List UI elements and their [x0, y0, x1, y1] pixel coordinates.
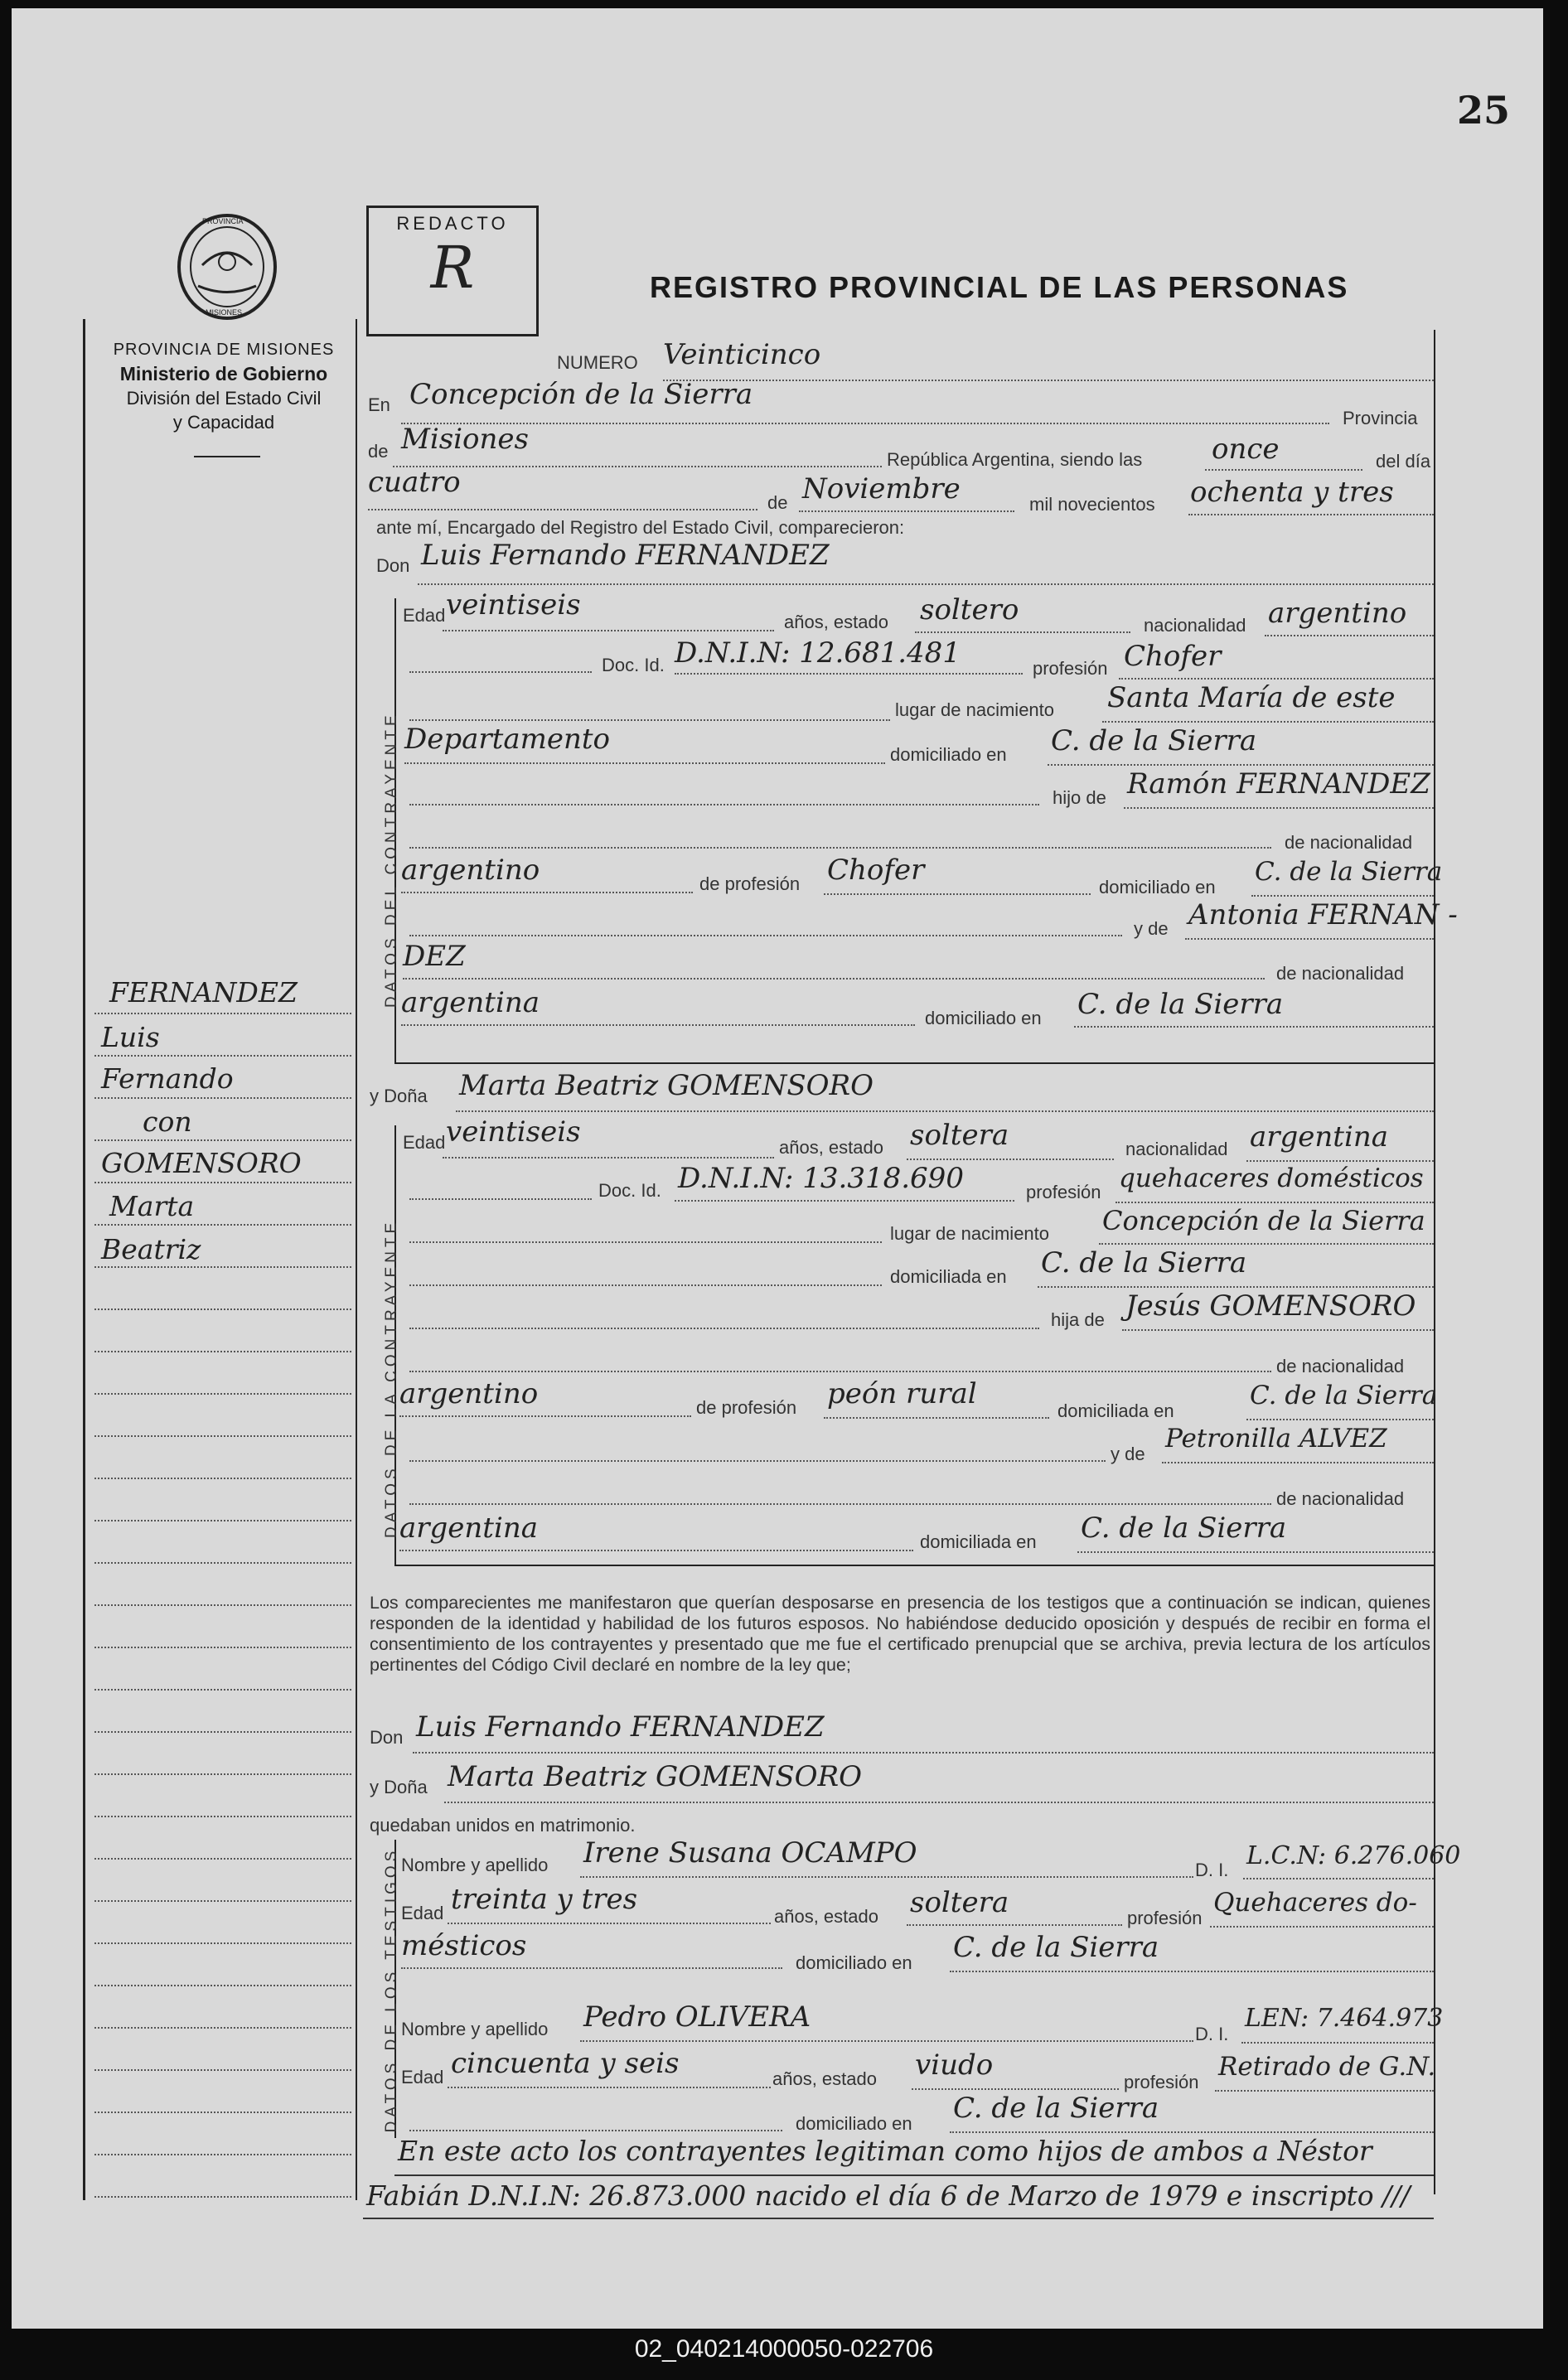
anio-value: ochenta y tres — [1190, 476, 1394, 509]
f-doc-value: D.N.I.N: 13.318.690 — [678, 1162, 964, 1195]
t1-edad-value: treinta y tres — [451, 1883, 638, 1916]
t1-nombre-label: Nombre y apellido — [401, 1855, 549, 1875]
right-rule — [1434, 330, 1435, 2194]
decl-don-value: Luis Fernando FERNANDEZ — [416, 1710, 825, 1744]
t2-estado-label: años, estado — [772, 2068, 877, 2089]
provincia-value: Misiones — [401, 423, 529, 456]
margin-ruled-line — [94, 1182, 351, 1183]
c-madre-nac-value: argentina — [401, 986, 540, 1019]
f-padre-prof-label: de profesión — [696, 1397, 797, 1418]
province-emblem — [169, 207, 285, 323]
margin-ruled-line — [94, 1773, 351, 1775]
emblem-bottom-text: MISIONES — [206, 308, 243, 317]
f-madre-nac-label: de nacionalidad — [1276, 1488, 1405, 1509]
decl-dona-label: y Doña — [370, 1777, 428, 1797]
dona-value: Marta Beatriz GOMENSORO — [459, 1069, 874, 1102]
f-edad-value: veintiseis — [446, 1115, 581, 1149]
f-madre-nac-value: argentina — [399, 1512, 539, 1545]
f-edad-label: Edad — [403, 1132, 446, 1153]
margin-ruled-line — [94, 1351, 351, 1352]
c-lugar-value1: Santa María de este — [1107, 681, 1396, 714]
margin-ruled-line — [94, 2154, 351, 2155]
margin-ruled-line — [94, 1689, 351, 1691]
provincia-label: Provincia — [1343, 408, 1418, 428]
redacto-box — [366, 206, 539, 336]
en-label: En — [368, 394, 390, 415]
margin-ruled-line — [94, 2027, 351, 2029]
page-title: REGISTRO PROVINCIAL DE LAS PERSONAS — [650, 270, 1349, 304]
margin-ruled-line — [94, 2112, 351, 2113]
t2-dom-label: domiciliado en — [796, 2113, 912, 2134]
c-estado-value: soltero — [920, 593, 1019, 626]
datos-contrayente-label: DATOS DEL CONTRAYENTE — [383, 711, 400, 1008]
office-block — [91, 338, 356, 434]
register-page — [12, 8, 1543, 2329]
t2-prof-label: profesión — [1124, 2072, 1199, 2092]
republica-label: República Argentina, siendo las — [887, 449, 1143, 470]
c-doc-value: D.N.I.N: 12.681.481 — [675, 636, 961, 670]
c-dom-label: domiciliado en — [890, 744, 1007, 765]
c-prof-value: Chofer — [1124, 640, 1222, 673]
t1-nombre-value: Irene Susana OCAMPO — [583, 1836, 917, 1870]
f-padre-nac-label: de nacionalidad — [1276, 1356, 1405, 1376]
t1-di-value: L.C.N: 6.276.060 — [1246, 1841, 1461, 1870]
margin-ruled-line — [94, 2196, 351, 2198]
margin-line3: Fernando — [101, 1062, 234, 1095]
don-label: Don — [376, 555, 410, 576]
decl-don-label: Don — [370, 1727, 404, 1748]
c-doc-label: Doc. Id. — [602, 655, 665, 675]
don-value: Luis Fernando FERNANDEZ — [421, 539, 830, 572]
t1-estado-label: años, estado — [774, 1906, 878, 1927]
margin-ruled-line — [94, 1900, 351, 1902]
margin-line7: Beatriz — [101, 1233, 201, 1265]
margin-ruled-line — [94, 1816, 351, 1817]
office-line2: Ministerio de Gobierno — [119, 363, 328, 385]
f-madre-dom-value: C. de la Sierra — [1081, 1512, 1287, 1545]
margin-ruled-line — [94, 1647, 351, 1648]
t2-di-label: D. I. — [1195, 2024, 1229, 2044]
f-nac-label: nacionalidad — [1125, 1139, 1228, 1159]
margin-ruled-line — [94, 1562, 351, 1564]
declaration-text: Los comparecientes me manifestaron que querían desposarse en presencia de los testigos que a continuación se indican, quienes responden de la identidad y habilidad de los futuros esposos. No habiéndose deducido oposición y después de recibir en forma el consentimiento de los contrayentes y presentado que me fue el certificado prenupcial que se archiva, previa lectura de los artículos pertinentes del Código Civil declaré en nombre de la ley que; — [370, 1593, 1430, 1675]
de-label: de — [368, 441, 389, 462]
c-padre-value: Ramón FERNANDEZ — [1127, 767, 1430, 801]
f-estado-label: años, estado — [779, 1137, 883, 1158]
t2-di-value: LEN: 7.464.973 — [1245, 2004, 1444, 2033]
c-padre-dom-value: C. de la Sierra — [1255, 857, 1443, 887]
ante-text: ante mí, Encargado del Registro del Estado Civil, comparecieron: — [376, 517, 905, 538]
c-madre-value2: DEZ — [403, 940, 466, 973]
f-lugar-label: lugar de nacimiento — [890, 1223, 1050, 1244]
margin-ruled-line — [94, 1309, 351, 1310]
f-padre-dom-value: C. de la Sierra — [1250, 1381, 1438, 1410]
t2-prof-value: Retirado de G.N. — [1218, 2052, 1436, 2082]
t1-prof-value1: Quehaceres do- — [1213, 1888, 1417, 1918]
margin-ruled-line — [94, 1013, 351, 1014]
c-padre-dom-label: domiciliado en — [1099, 877, 1216, 897]
office-line3: División del Estado Civil — [126, 388, 322, 409]
note-line1: En este acto los contrayentes legitiman como hijos de ambos a Néstor — [398, 2135, 1372, 2167]
t2-estado-value: viudo — [915, 2049, 994, 2082]
c-madre-value1: Antonia FERNAN - — [1188, 898, 1458, 931]
column-rule — [356, 319, 357, 2200]
margin-ruled-line — [94, 1520, 351, 1521]
c-hijo-label: hijo de — [1053, 787, 1106, 808]
redacto-initial: R — [430, 234, 475, 302]
c-madre-nac-label: de nacionalidad — [1276, 963, 1405, 984]
datos-contrayenta-label: DATOS DE LA CONTRAYENTE — [383, 1218, 400, 1538]
margin-ruled-line — [94, 1858, 351, 1860]
numero-value: Veinticinco — [663, 338, 821, 371]
t2-edad-label: Edad — [401, 2067, 444, 2087]
contrayenta-bottom-rule — [394, 1565, 1434, 1566]
c-edad-label: Edad — [403, 605, 446, 626]
c-lugar-value2: Departamento — [404, 723, 610, 756]
quedaban-text: quedaban unidos en matrimonio. — [370, 1815, 636, 1836]
contrayente-bottom-rule — [394, 1062, 1434, 1064]
margin-ruled-line — [94, 1942, 351, 1944]
lugar-value: Concepción de la Sierra — [409, 378, 753, 411]
margin-line2: Luis — [101, 1021, 160, 1053]
t1-di-label: D. I. — [1195, 1860, 1229, 1880]
y-dona-label: y Doña — [370, 1086, 428, 1106]
emblem-top-text: PROVINCIA — [202, 217, 244, 225]
margin-ruled-line — [94, 1604, 351, 1606]
f-nac-value: argentina — [1250, 1120, 1389, 1154]
f-lugar-value: Concepción de la Sierra — [1102, 1205, 1425, 1236]
office-line4: y Capacidad — [172, 412, 275, 433]
numero-label: NUMERO — [557, 352, 638, 373]
t1-estado-value: soltera — [910, 1886, 1009, 1919]
t1-prof-label: profesión — [1127, 1908, 1203, 1928]
note-line2: Fabián D.N.I.N: 26.873.000 nacido el día 6 de Marzo de 1979 e inscripto /// — [366, 2179, 1411, 2212]
c-edad-value: veintiseis — [446, 588, 581, 622]
c-estado-label: años, estado — [784, 612, 888, 632]
t2-nombre-value: Pedro OLIVERA — [583, 2000, 811, 2034]
c-nac-value: argentino — [1268, 597, 1407, 630]
c-y-de-label: y de — [1134, 918, 1169, 939]
t1-prof-value2: mésticos — [401, 1929, 527, 1962]
margin-ruled-line — [94, 1055, 351, 1057]
f-madre-dom-label: domiciliada en — [920, 1531, 1037, 1552]
margin-ruled-line — [94, 1393, 351, 1395]
t1-edad-label: Edad — [401, 1903, 444, 1923]
office-line1: PROVINCIA DE MISIONES — [113, 341, 335, 359]
f-estado-value: soltera — [910, 1119, 1009, 1152]
margin-ruled-line — [94, 1731, 351, 1733]
c-lugar-label: lugar de nacimiento — [895, 699, 1055, 720]
f-dom-label: domiciliada en — [890, 1266, 1007, 1287]
f-doc-label: Doc. Id. — [598, 1180, 661, 1201]
hora-value: once — [1212, 433, 1280, 466]
c-padre-prof-value: Chofer — [827, 854, 925, 887]
file-caption: 02_040214000050-022706 — [634, 2335, 934, 2363]
dia-value: cuatro — [368, 466, 461, 499]
page-number: 25 — [1456, 88, 1510, 133]
mil-label: mil novecientos — [1029, 494, 1155, 515]
margin-line4: con — [143, 1105, 192, 1138]
margin-ruled-line — [94, 1224, 351, 1226]
t1-dom-label: domiciliado en — [796, 1952, 912, 1973]
f-hija-label: hija de — [1051, 1309, 1105, 1330]
c-madre-dom-value: C. de la Sierra — [1077, 988, 1284, 1021]
margin-line5: GOMENSORO — [101, 1147, 302, 1179]
f-padre-prof-value: peón rural — [827, 1377, 977, 1410]
t2-edad-value: cincuenta y seis — [451, 2047, 680, 2080]
f-prof-label: profesión — [1026, 1182, 1101, 1202]
t2-nombre-label: Nombre y apellido — [401, 2019, 549, 2039]
t2-dom-value: C. de la Sierra — [953, 2092, 1159, 2125]
mes-label: de — [767, 492, 788, 513]
margin-ruled-line — [94, 1266, 351, 1268]
f-y-de-label: y de — [1111, 1444, 1145, 1464]
c-madre-dom-label: domiciliado en — [925, 1008, 1042, 1028]
f-dom-value: C. de la Sierra — [1041, 1246, 1247, 1279]
margin-line1: FERNANDEZ — [109, 976, 298, 1009]
margin-ruled-line — [94, 1097, 351, 1099]
redacto-label: REDACTO — [396, 213, 509, 234]
margin-ruled-line — [94, 1478, 351, 1479]
margin-ruled-line — [94, 1435, 351, 1437]
t1-dom-value: C. de la Sierra — [953, 1931, 1159, 1964]
c-padre-nac-value: argentino — [401, 854, 540, 887]
c-dom-value: C. de la Sierra — [1051, 724, 1257, 757]
margin-ruled-line — [94, 1139, 351, 1141]
c-padre-nac-label: de nacionalidad — [1285, 832, 1413, 853]
margin-ruled-line — [94, 1985, 351, 1986]
c-nac-label: nacionalidad — [1144, 615, 1246, 636]
margin-ruled-line — [94, 2069, 351, 2071]
f-padre-value: Jesús GOMENSORO — [1125, 1289, 1416, 1323]
f-prof-value: quehaceres domésticos — [1119, 1163, 1424, 1193]
f-padre-dom-label: domiciliada en — [1057, 1400, 1174, 1421]
c-prof-label: profesión — [1033, 658, 1108, 679]
f-padre-nac-value: argentino — [399, 1377, 539, 1410]
f-madre-value: Petronilla ALVEZ — [1165, 1424, 1387, 1454]
decl-dona-value: Marta Beatriz GOMENSORO — [448, 1760, 863, 1793]
mes-value: Noviembre — [802, 472, 961, 506]
del-dia-label: del día — [1376, 451, 1431, 472]
margin-rule — [83, 319, 85, 2200]
c-padre-prof-label: de profesión — [699, 873, 801, 894]
office-divider — [194, 456, 260, 457]
datos-testigos-label: DATOS DE LOS TESTIGOS — [383, 1846, 400, 2133]
margin-line6: Marta — [109, 1190, 195, 1222]
